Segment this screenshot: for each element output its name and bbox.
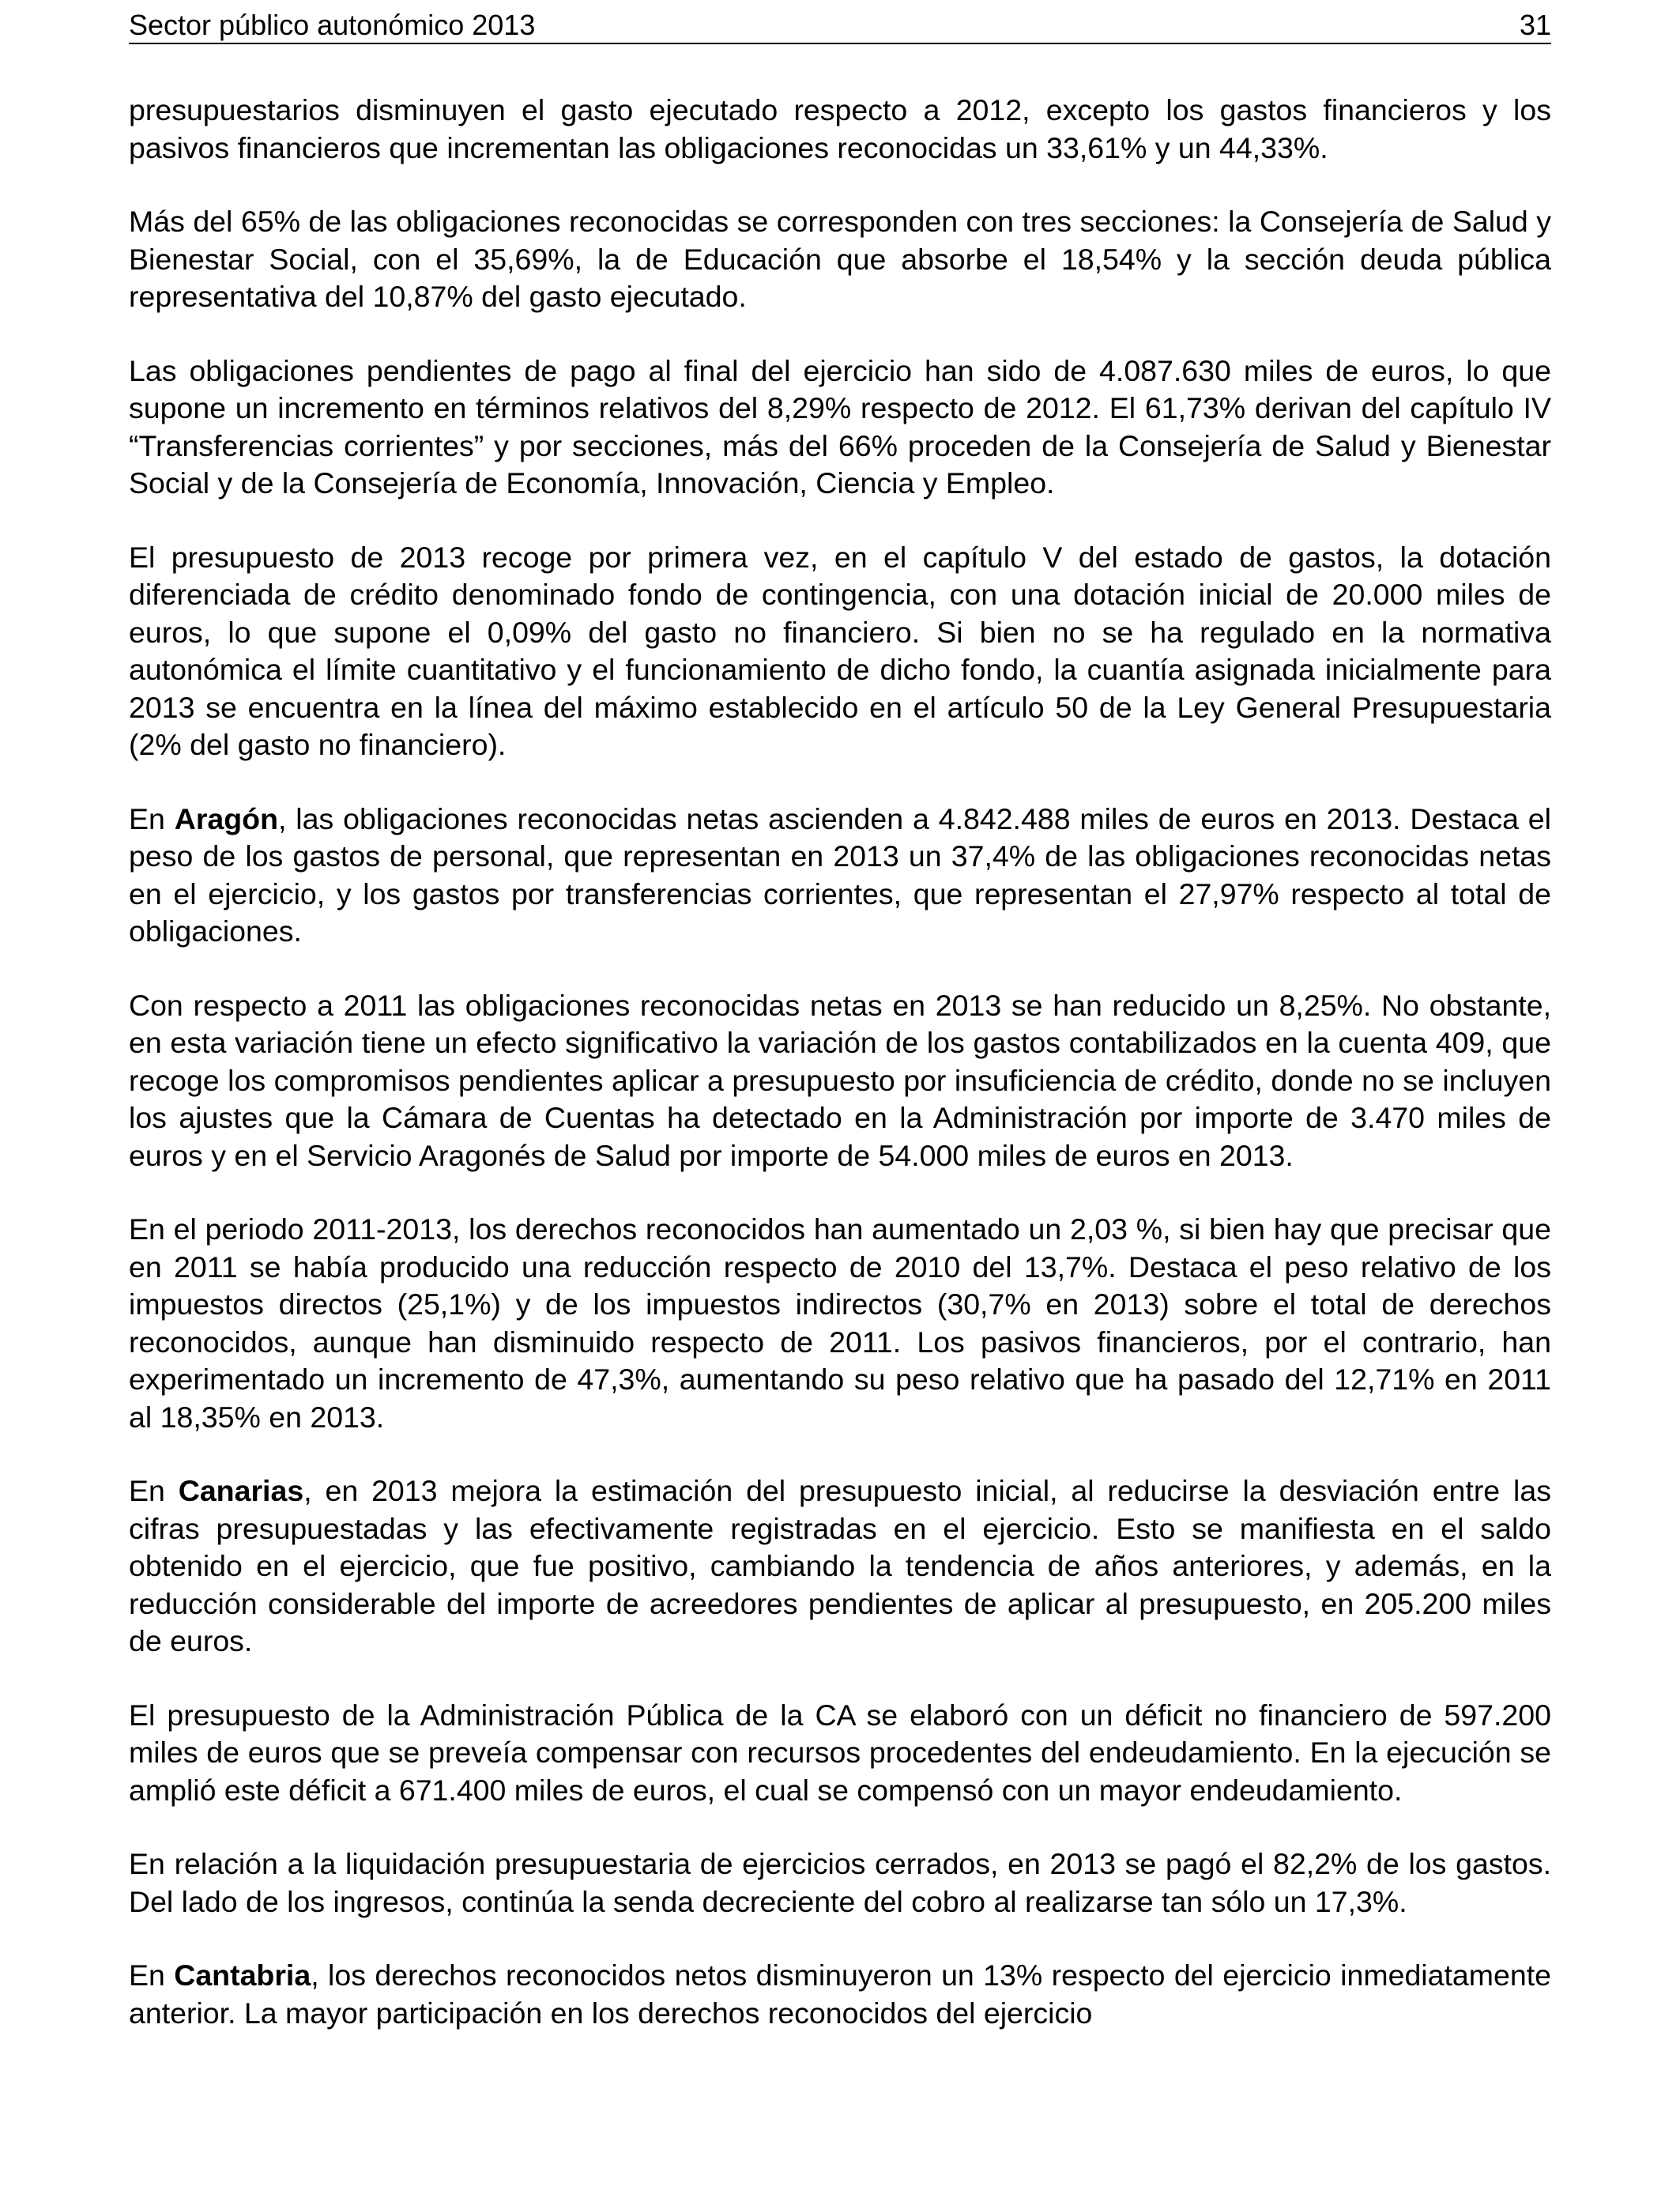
paragraph-1 <box>129 92 1551 167</box>
paragraph-lead: En <box>129 801 175 835</box>
paragraph-cantabria <box>129 1957 1551 2032</box>
body-text <box>129 92 1551 2032</box>
page-number: 31 <box>1519 9 1551 41</box>
paragraph-text: Más del 65% de las obligaciones reconocidas se corresponden con tres secciones: la Consejería de Salud y Bienestar Social, con el 35,69%, la de Educación que absorbe el 18,54% y la sección deuda pública representativa del 10,87% del gasto ejecutado. <box>129 205 1551 313</box>
region-name-aragon: Aragón <box>174 801 278 835</box>
region-name-cantabria: Cantabria <box>174 1958 311 1992</box>
paragraph-text: , en 2013 mejora la estimación del presupuesto inicial, al reducirse la desviación entre las cifras presupuestadas y las efectivamente registradas en el ejercicio. Esto se manifiesta en el saldo obtenido en el ejercicio, que fue positivo, cambiando la tendencia de años anteriores, y además, en la reducción considerable del importe de acreedores pendientes de aplicar al presupuesto, en 205.200 miles de euros. <box>129 1474 1551 1657</box>
region-name-canarias: Canarias <box>178 1474 304 1507</box>
paragraph-2 <box>129 203 1551 316</box>
running-header <box>129 8 1551 44</box>
paragraph-text: El presupuesto de 2013 recoge por primera vez, en el capítulo V del estado de gastos, la dotación diferenciada de crédito denominado fondo de contingencia, con una dotación inicial de 20.000 miles de euros, lo que supone el 0,09% del gasto no financiero. Si bien no se ha regulado en la normativa autonómica el límite cuantitativo y el funcionamiento de dicho fondo, la cuantía asignada inicialmente para 2013 se encuentra en la línea del máximo establecido en el artículo 50 de la Ley General Presupuestaria (2% del gasto no financiero). <box>129 540 1551 761</box>
paragraph-10 <box>129 1845 1551 1921</box>
paragraph-text: , los derechos reconocidos netos disminuyeron un 13% respecto del ejercicio inmediatamente anterior. La mayor participación en los derechos reconocidos del ejercicio <box>129 1958 1551 2030</box>
paragraph-lead: En <box>129 1474 179 1507</box>
paragraph-text: , las obligaciones reconocidas netas ascienden a 4.842.488 miles de euros en 2013. Destaca el peso de los gastos de personal, que representan en 2013 un 37,4% de las obligaciones reconocidas netas en el ejercicio, y los gastos por transferencias corrientes, que representan el 27,97% respecto al total de obligaciones. <box>129 801 1551 948</box>
paragraph-aragon <box>129 801 1551 951</box>
paragraph-text: El presupuesto de la Administración Pública de la CA se elaboró con un déficit no financiero de 597.200 miles de euros que se preveía compensar con recursos procedentes del endeudamiento. En la ejecución se amplió este déficit a 671.400 miles de euros, el cual se compensó con un mayor endeudamiento. <box>129 1698 1551 1807</box>
paragraph-text: presupuestarios disminuyen el gasto ejecutado respecto a 2012, excepto los gastos financieros y los pasivos financieros que incrementan las obligaciones reconocidas un 33,61% y un 44,33%. <box>129 93 1551 164</box>
paragraph-9 <box>129 1697 1551 1810</box>
header-title: Sector público autonómico 2013 <box>129 9 536 41</box>
paragraph-text: Con respecto a 2011 las obligaciones reconocidas netas en 2013 se han reducido un 8,25%. No obstante, en esta variación tiene un efecto significativo la variación de los gastos contabilizados en la cuenta 409, que recoge los compromisos pendientes aplicar a presupuesto por insuficiencia de crédito, donde no se incluyen los ajustes que la Cámara de Cuentas ha detectado en la Administración por importe de 3.470 miles de euros y en el Servicio Aragonés de Salud por importe de 54.000 miles de euros en 2013. <box>129 988 1551 1172</box>
paragraph-4 <box>129 539 1551 764</box>
paragraph-7 <box>129 1211 1551 1436</box>
paragraph-3 <box>129 352 1551 503</box>
paragraph-text: En el periodo 2011-2013, los derechos reconocidos han aumentado un 2,03 %, si bien hay que precisar que en 2011 se había producido una reducción respecto de 2010 del 13,7%. Destaca el peso relativo de los impuestos directos (25,1%) y de los impuestos indirectos (30,7% en 2013) sobre el total de derechos reconocidos, aunque han disminuido respecto de 2011. Los pasivos financieros, por el contrario, han experimentado un incremento de 47,3%, aumentando su peso relativo que ha pasado del 12,71% en 2011 al 18,35% en 2013. <box>129 1212 1551 1434</box>
paragraph-text: Las obligaciones pendientes de pago al final del ejercicio han sido de 4.087.630 miles de euros, lo que supone un incremento en términos relativos del 8,29% respecto de 2012. El 61,73% derivan del capítulo IV “Transferencias corrientes” y por secciones, más del 66% proceden de la Consejería de Salud y Bienestar Social y de la Consejería de Economía, Innovación, Ciencia y Empleo. <box>129 353 1551 499</box>
paragraph-canarias <box>129 1472 1551 1661</box>
paragraph-text: En relación a la liquidación presupuestaria de ejercicios cerrados, en 2013 se pagó el 82,2% de los gastos. Del lado de los ingresos, continúa la senda decreciente del cobro al realizarse tan sólo un 17,3%. <box>129 1847 1551 1918</box>
paragraph-lead: En <box>129 1958 175 1992</box>
paragraph-6 <box>129 987 1551 1175</box>
